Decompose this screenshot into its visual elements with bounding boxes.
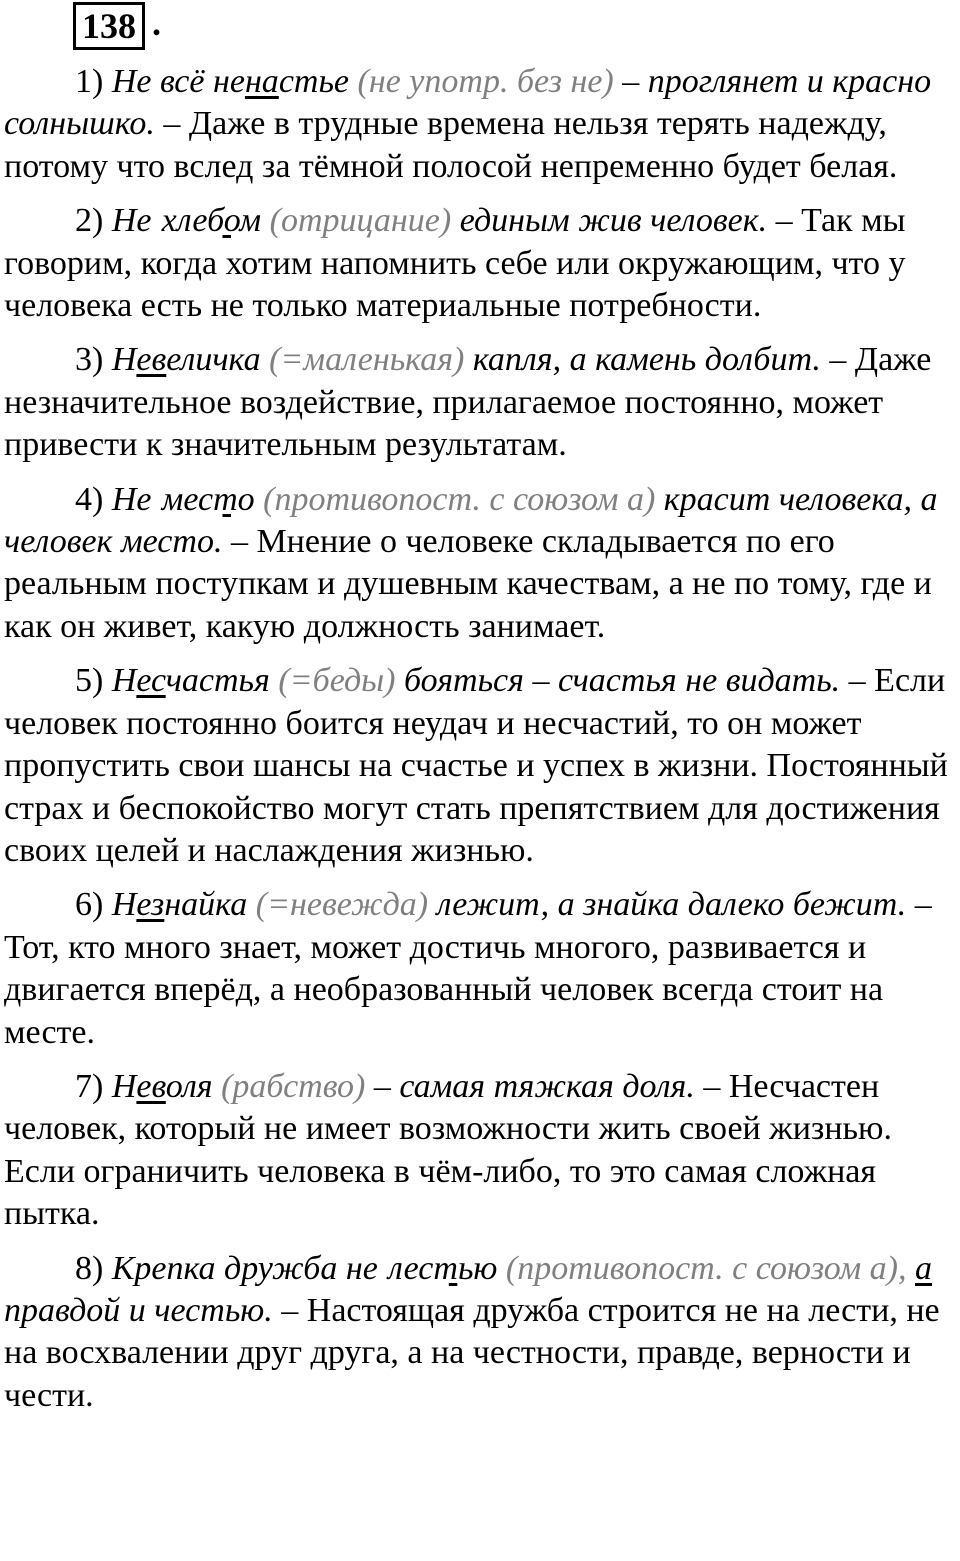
explanation: – Так мы говорим, когда хотим напомнить себе или окружающим, что у человека есть не только материальные потребности. xyxy=(4,202,906,325)
proverb-underlined: ез xyxy=(136,886,165,924)
proverb-part: – проглянет и красно солнышко. xyxy=(4,63,932,143)
proverb-underlined: ес xyxy=(136,662,166,700)
separate-spelling-mark xyxy=(151,200,161,242)
grammar-note: (противопост. с союзом а), xyxy=(505,1249,907,1287)
proverb-item-3 xyxy=(4,339,960,466)
proverb-underlined: а xyxy=(915,1249,932,1287)
proverb-underlined: ев xyxy=(136,1067,166,1105)
explanation: – Несчастен человек, который не имеет возможности жить своей жизнью. Если ограничить человека в чём-либо, то это самая сложная пытка. xyxy=(4,1067,892,1233)
proverb-part: красит человека, а человек место. xyxy=(4,480,938,561)
grammar-note: (рабство) xyxy=(221,1067,366,1105)
proverb-item-4 xyxy=(4,479,960,649)
proverb-part: найка xyxy=(164,886,248,924)
grammar-note: (не употр. без не) xyxy=(357,63,614,100)
proverb-item-8 xyxy=(4,1248,960,1418)
proverb-item-5 xyxy=(4,660,960,872)
proverb-part: – самая тяжкая доля. xyxy=(373,1067,695,1105)
proverb-item-6 xyxy=(4,884,960,1054)
proverb-part: место xyxy=(161,480,255,518)
proverb-part: Не xyxy=(111,202,152,240)
proverb-item-7 xyxy=(4,1066,960,1236)
item-number: 7) xyxy=(75,1067,104,1105)
item-number: 3) xyxy=(75,341,104,379)
exercise-number-dot: . xyxy=(152,3,161,43)
proverb-part: еличка xyxy=(166,341,261,379)
proverb-part: стье xyxy=(278,63,350,100)
proverb-part: Н xyxy=(111,1067,137,1105)
proverb-part: правдой и честью. xyxy=(4,1291,273,1329)
exercise-number: 138 xyxy=(73,2,145,50)
proverb-part: Крепка дружба не xyxy=(111,1249,378,1287)
proverb-item-1 xyxy=(4,61,960,188)
proverb-item-2 xyxy=(4,200,960,327)
proverb-part: Н xyxy=(111,341,137,379)
proverbs-list xyxy=(4,61,960,1417)
proverb-part: лежит, а знайка далеко бежит. xyxy=(436,886,907,924)
item-number: 4) xyxy=(75,480,104,518)
proverb-part: хлебом xyxy=(161,202,262,240)
explanation: – Если человек постоянно боится неудач и несчастий, то он может пропустить свои шансы на счастье и успех в жизни. Постоянный страх и беспокойство могут стать препятствием для достижения своих целей и наслаждения жизнью. xyxy=(4,662,948,869)
item-number: 5) xyxy=(75,662,104,700)
grammar-note: (противопост. с союзом а) xyxy=(263,480,656,518)
proverb-part: лестью xyxy=(387,1249,498,1287)
item-number: 8) xyxy=(75,1249,104,1287)
separate-spelling-mark xyxy=(151,479,161,521)
explanation: – Настоящая дружба строится не на лести, не на восхвалении друг друга, а на честности, правде, верности и чести. xyxy=(4,1291,940,1414)
item-number: 6) xyxy=(75,886,104,924)
item-number: 1) xyxy=(75,63,104,100)
item-number: 2) xyxy=(75,202,104,240)
explanation: – Мнение о человеке складывается по его реальным поступкам и душевным качествам, а не по тому, где и как он живет, какую должность занимает. xyxy=(4,523,932,645)
grammar-note: (отрицание) xyxy=(269,202,452,240)
proverb-part: Н xyxy=(111,662,137,700)
proverb-part: капля, а камень долбит. xyxy=(472,341,821,379)
explanation: – Даже в трудные времена нельзя терять надежду, потому что вслед за тёмной полосой непременно будет белая. xyxy=(4,105,898,185)
proverb-part: оля xyxy=(165,1067,213,1105)
separate-spelling-mark xyxy=(378,1248,388,1290)
explanation: – Даже незначительное воздействие, прилагаемое постоянно, может привести к значительным результатам. xyxy=(4,341,932,464)
grammar-note: (=беды) xyxy=(278,662,396,700)
proverb-part: единым жив человек. xyxy=(459,202,768,240)
explanation: – Тот, кто много знает, может достичь многого, развивается и двигается вперёд, а необразованный человек всегда стоит на месте. xyxy=(4,886,932,1051)
proverb-part: бояться – счастья не видать. xyxy=(404,662,841,700)
grammar-note: (=невежда) xyxy=(255,886,429,924)
proverb-part: частья xyxy=(165,662,270,700)
proverb-part: Не xyxy=(111,480,152,518)
proverb-part: Н xyxy=(111,886,137,924)
proverb-underlined: ев xyxy=(136,341,167,379)
proverb-underlined: на xyxy=(244,63,279,100)
grammar-note: (=маленькая) xyxy=(269,341,465,379)
proverb-part: Не всё не xyxy=(111,63,245,100)
